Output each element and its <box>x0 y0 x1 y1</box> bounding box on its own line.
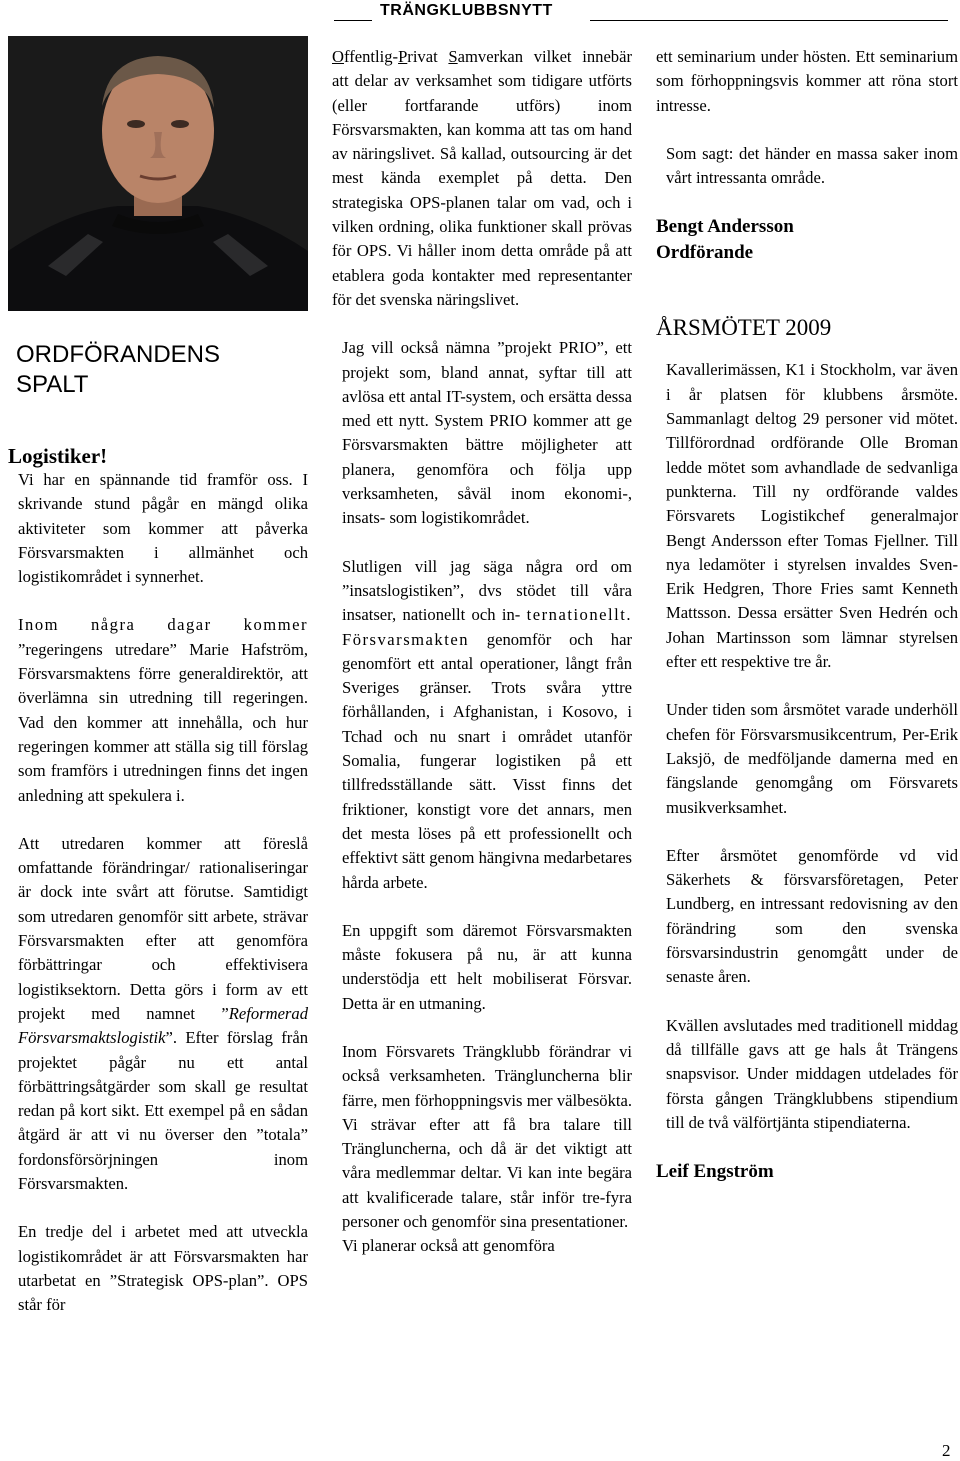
acronym-letter: O <box>332 47 344 66</box>
paragraph: Som sagt: det händer en massa saker inom vårt intressanta område. <box>666 143 958 188</box>
paragraph-part: Slutligen vill jag säga några ord om ”insatslogistiken”, dvs stödet till våra insatser, nationellt och in- <box>342 556 632 625</box>
paragraph-part: ”. Efter förslag från projektet pågår nu ett antal förbättringsåtgärder som skall ge resultat redan på kort sikt. Ett exempel på en sådan åtgärd är att vi nu överser den ”totala” fordonsförsörjningen inom Försvarsmakten. <box>18 1028 308 1194</box>
section-title <box>16 340 220 400</box>
column-middle <box>332 45 632 1259</box>
article-subtitle: Logistiker! <box>8 444 108 468</box>
acronym-letter: S <box>448 47 458 66</box>
header-rule-right <box>590 20 948 21</box>
paragraph: Kvällen avslutades med traditionell middag då tillfälle gavs att ge hals åt Trängens snapsvisor. Under middagen utdelades för första gången Trängklubbens stipendium till de två välförtjänta stipendiaterna. <box>666 1015 958 1132</box>
paragraph: Vi planerar också att genomföra <box>342 1236 555 1256</box>
paragraph: Vi har en spännande tid framför oss. I skrivande stund pågår en mängd olika aktiviteter som kommer att påverka Försvarsmakten i allmänhet och logistikområdet i synnerhet. <box>18 470 308 587</box>
signature-author: Leif Engström <box>656 1161 774 1183</box>
paragraph-rest: ”regeringens utredare” Marie Hafström, Försvarsmaktens förre generaldirektör, att överlämna sin utredning till regeringen. Vad den kommer att innehålla, och hur regeringen kommer att ställa sig till förslag som framförs i utredningen finns det ingen anledning att spekulera i. <box>18 639 308 805</box>
paragraph: Under tiden som årsmötet varade underhöll chefen för Försvarsmusikcentrum, Per-Erik Laksjö, de medföljande damerna med en fängslande genomgång om Försvarets musikverksamhet. <box>666 700 958 817</box>
section-title-line2: SPALT <box>16 371 89 398</box>
paragraph: Efter årsmötet genomförde vd vid Säkerhets & försvarsföretagen, Peter Lundberg, en intressant redovisning av den förändring som den svenska försvarsindustrin genomgått under de senaste åren. <box>666 845 958 987</box>
section-title-line1: ORDFÖRANDENS <box>16 341 221 368</box>
paragraph <box>332 45 632 312</box>
acronym-letter: P <box>398 47 408 66</box>
paragraph-part: vilket innebär att delar av verksamhet som tidigare utförts (eller fortfarande utförs) inom Försvarsmakten, kan komma att tas om hand av näringslivet. Så kallad, outsourcing är det mest kända exemplet på detta. Den strategiska OPS-planen talar om vad, och i vilken ordning, olika funktioner skall prövas för OPS. Vi håller inom detta område på att etablera goda kontakter med representanter för det svenska näringslivet. <box>332 47 632 309</box>
paragraph: Jag vill också nämna ”projekt PRIO”, ett projekt som, bland annat, syftar till att avlösa ett antal IT-system, och ersätta dessa med ett nytt. System PRIO kommer att ge Försvarsmakten bättre möjligheter att planera, genomföra och följa upp verksamheten, såväl inom ekonomi-, insats- som logistikområdet. <box>342 338 632 528</box>
signature-chairman <box>656 214 958 266</box>
paragraph-part: genomför och har genomfört ett antal operationer, långt från Sveriges gränser. Trots svåra yttre förhållanden, i Afghanistan, i Kosovo, i Tchad och nu snart i området utanför Somalia, fungerar logistiken på ett tillfredsställande sätt. Visst finns det friktioner, konstigt vore det annars, men det mesta löses på ett professionellt och effektivt sätt genom hängivna medarbetares hårda arbete. <box>342 629 632 892</box>
annual-meeting-title: ÅRSMÖTET 2009 <box>656 315 832 341</box>
signature-name: Bengt Andersson <box>656 216 794 238</box>
paragraph: Kavallerimässen, K1 i Stockholm, var även i år platsen för klubbens årsmöte. Sammanlagt deltog 29 personer vid mötet. Tillförordnad ordförande Olle Broman ledde mötet som avhandlade de sedvanliga punkterna. Till ny ordförande valdes Försvarets Logistikchef generalmajor Bengt Andersson efter Tomas Fjellner. Till nya ledamöter i styrelsen invaldes Sven-Erik Hedgren, Thore Fries samt Kenneth Mattsson. Dessa ersätter Sven Hedrén och Johan Martinsson som lämnar styrelsen efter ett respektive tre år. <box>666 360 958 672</box>
paragraph <box>332 555 632 895</box>
newsletter-title: TRÄNGKLUBBSNYTT <box>380 2 553 19</box>
paragraph <box>8 832 308 1196</box>
acronym-word: rivat <box>407 47 449 66</box>
acronym-word: amverkan <box>457 47 524 66</box>
paragraph: Inom Försvarets Trängklubb förändrar vi också verksamheten. Trängluncherna blir färre, men förhoppningsvis mer välbesökta. Vi strävar efter att få bra talare till Trängluncherna, och då är det viktigt att våra medlemmar deltar. Vi kan inte begära att kvalificerade talare, står inför tre-fyra personer och genomför sina presentationer. <box>342 1041 632 1232</box>
portrait-illustration <box>8 36 308 311</box>
signature-role: Ordförande <box>656 242 754 264</box>
header-rule-left <box>334 20 372 21</box>
page-number: 2 <box>942 1441 951 1460</box>
paragraph-spaced: Inom några dagar kommer <box>18 615 308 635</box>
paragraph: En tredje del i arbetet med att utveckla logistikområdet är att Försvarsmakten har utarbetat en ”Strategisk OPS-plan”. OPS står för <box>18 1222 308 1315</box>
paragraph: ett seminarium under hösten. Ett seminarium som förhoppningsvis kommer att röna stort intresse. <box>656 47 958 115</box>
paragraph: En uppgift som däremot Försvarsmakten måste fokusera på nu, är att kunna understödja ett helt mobiliserat Försvar. Detta är en utmaning. <box>342 920 632 1013</box>
column-left-body <box>8 444 308 1318</box>
paragraph-part: Att utredaren kommer att föreslå omfattande förändringar/ rationaliseringar är dock inte svårt att förutse. Samtidigt som utredaren genomför sitt arbete, strävar Försvarsmakten efter att genomföra förbättringar och effektivisera logistiksektorn. Detta görs i form av ett projekt med namnet ” <box>18 833 308 1023</box>
paragraph <box>8 613 308 807</box>
chairman-portrait <box>8 36 308 311</box>
project-name: Reformerad Försvarsmaktslogistik <box>18 1003 308 1048</box>
acronym-word: ffentlig- <box>343 47 399 66</box>
paragraph-spaced: ternationellt. Försvarsmakten <box>342 605 632 649</box>
page-header <box>0 0 960 28</box>
column-right <box>656 45 958 1185</box>
